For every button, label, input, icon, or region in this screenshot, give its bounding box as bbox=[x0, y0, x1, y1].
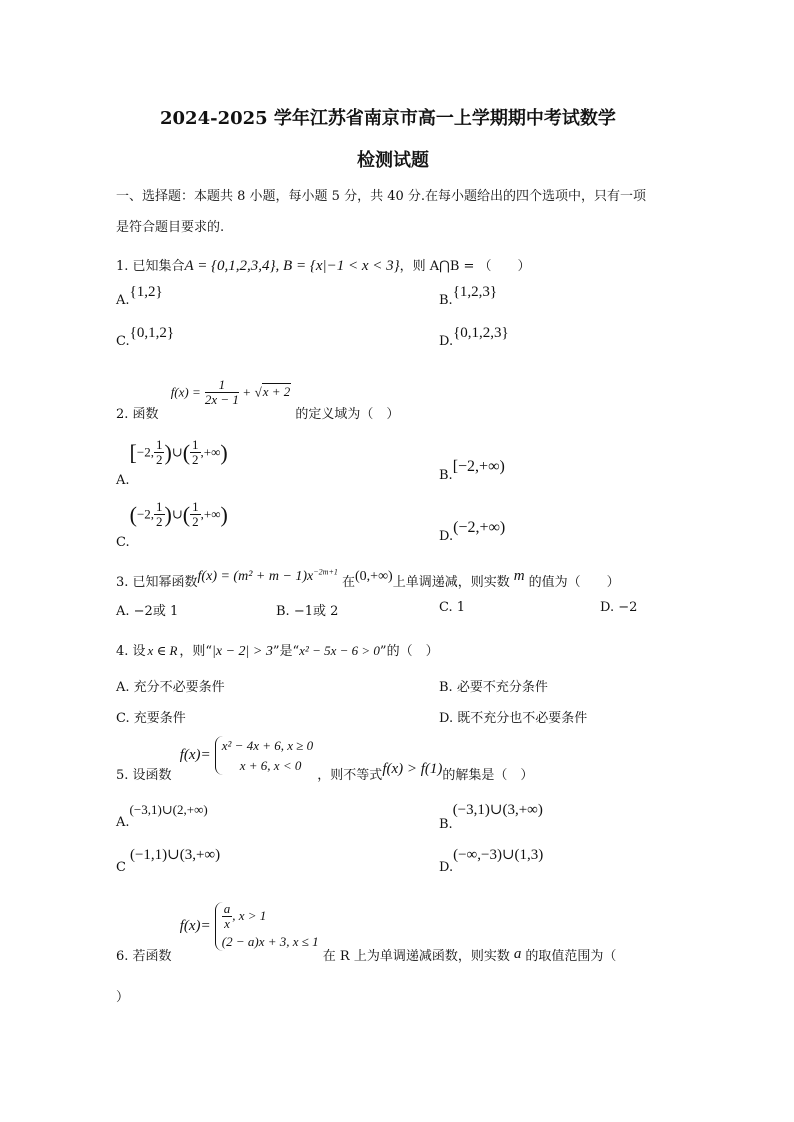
q6-case1-den: x bbox=[224, 916, 230, 932]
q2-option-a-paren-open2: ( bbox=[182, 439, 191, 465]
page-title: 2024-2025 学年江苏省南京市高一上学期期中考试数学 bbox=[160, 108, 616, 129]
q2-option-d-value: (−2,+∞) bbox=[453, 519, 506, 536]
q5-option-a[interactable] bbox=[116, 802, 208, 830]
q2-sqrt: x + 2 bbox=[262, 384, 291, 400]
question-2-function bbox=[171, 378, 292, 408]
section-instructions-line2: 是符合题目要求的. bbox=[116, 220, 225, 235]
q5-option-d[interactable] bbox=[439, 845, 544, 875]
q2-option-c-half2-den: 2 bbox=[192, 514, 199, 530]
q1-option-a-label: A. bbox=[116, 293, 130, 308]
q1-option-a-value: {1,2} bbox=[129, 284, 163, 300]
q2-option-a-neg2: −2, bbox=[136, 444, 154, 460]
q2-option-c-paren-open2: ( bbox=[182, 501, 191, 527]
question-6-number: 6. 若函数 bbox=[116, 949, 172, 965]
q6-cases bbox=[215, 902, 319, 951]
q1-option-d-value: {0,1,2,3} bbox=[453, 325, 509, 341]
question-1-number: 1. 已知集合 bbox=[116, 259, 185, 274]
q2-option-c-union: ∪ bbox=[171, 506, 183, 522]
q1-option-d-label: D. bbox=[439, 334, 454, 349]
q3-option-c[interactable]: C. 1 bbox=[439, 600, 466, 615]
question-4-x-in-r: x ∈ R bbox=[147, 643, 178, 658]
q2-option-a-half-num: 1 bbox=[155, 437, 163, 452]
q4-option-c[interactable]: C. 充要条件 bbox=[116, 711, 186, 726]
q5-option-d-value: (−∞,−3)∪(1,3) bbox=[453, 847, 544, 863]
question-1-expression: A = {0,1,2,3,4}, B = {x|−1 < x < 3} bbox=[184, 258, 400, 274]
q2-option-b[interactable] bbox=[439, 458, 505, 483]
q5-case2: x + 6, x < 0 bbox=[239, 757, 302, 773]
q2-option-b-label: B. bbox=[439, 468, 453, 483]
q2-option-c-half2 bbox=[190, 500, 201, 530]
question-5-inequality: f(x) > f(1) bbox=[382, 761, 443, 777]
q2-option-c-neg2: −2, bbox=[136, 506, 155, 522]
q6-case2: (2 − a)x + 3, x ≤ 1 bbox=[221, 933, 319, 949]
q2-option-c[interactable] bbox=[116, 499, 228, 551]
q2-option-a-half2 bbox=[190, 438, 201, 468]
q2-option-c-pinf: ,+∞ bbox=[200, 506, 221, 522]
q5-option-b[interactable] bbox=[439, 800, 543, 832]
q2-option-a-label: A. bbox=[116, 473, 130, 489]
question-3 bbox=[116, 565, 620, 590]
q2-fraction bbox=[205, 378, 239, 408]
question-2-tail: 的定义域为（ ） bbox=[295, 407, 400, 423]
question-2-number: 2. 函数 bbox=[116, 407, 159, 423]
q2-option-a-half-den: 2 bbox=[155, 452, 163, 468]
question-4-tail: ”的（ ） bbox=[379, 644, 439, 659]
question-6 bbox=[116, 901, 617, 965]
q2-option-c-paren-close: ) bbox=[164, 501, 172, 527]
question-4 bbox=[116, 640, 439, 660]
q2-sqrt-sign: √ bbox=[254, 384, 262, 400]
question-3-mid: 在 bbox=[342, 575, 356, 590]
q6-case1-fraction bbox=[222, 902, 233, 932]
q2-option-a-bracket-open: [ bbox=[129, 439, 137, 465]
q1-option-a[interactable] bbox=[116, 284, 163, 309]
q5-fx: f(x)= bbox=[179, 747, 211, 763]
question-4-number: 4. 设 bbox=[116, 644, 146, 659]
question-6-tail-line2: ） bbox=[116, 990, 130, 1005]
question-5 bbox=[116, 736, 534, 783]
q6-fx: f(x)= bbox=[179, 918, 211, 935]
question-3-m: m bbox=[513, 568, 525, 584]
question-3-expression: f(x) = (m² + m − 1)x bbox=[197, 569, 314, 584]
q1-option-d[interactable] bbox=[439, 325, 509, 350]
q2-option-c-label: C. bbox=[116, 535, 130, 551]
q4-option-d[interactable]: D. 既不充分也不必要条件 bbox=[439, 711, 588, 726]
question-4-cond1: |x − 2| > 3 bbox=[212, 644, 273, 659]
q3-option-b[interactable]: B. −1或 2 bbox=[276, 604, 339, 619]
q6-case1 bbox=[222, 902, 319, 932]
question-5-mid: ，则不等式 bbox=[317, 768, 383, 783]
q4-option-b[interactable]: B. 必要不充分条件 bbox=[439, 680, 548, 695]
q5-option-c[interactable] bbox=[116, 845, 221, 875]
q1-option-c-value: {0,1,2} bbox=[129, 325, 175, 341]
q6-case1-num: a bbox=[223, 901, 231, 916]
q2-option-a-pinf: ,+∞ bbox=[200, 444, 221, 460]
question-1-tail: ，则 A⋂B = （ ） bbox=[399, 259, 531, 274]
q2-fx: f(x) = bbox=[170, 384, 201, 400]
q2-option-a[interactable] bbox=[116, 437, 228, 489]
q2-option-c-half bbox=[154, 500, 165, 530]
q2-option-c-half-den: 2 bbox=[156, 514, 163, 530]
q1-option-b-label: B. bbox=[439, 293, 453, 308]
q5-option-a-label: A. bbox=[116, 815, 130, 830]
q5-case1: x² − 4x + 6, x ≥ 0 bbox=[221, 738, 314, 753]
q2-option-d[interactable] bbox=[439, 519, 506, 544]
question-3-tail2: 的值为（ ） bbox=[528, 575, 620, 590]
q3-option-d[interactable]: D. −2 bbox=[600, 600, 638, 615]
q5-option-d-label: D. bbox=[439, 860, 454, 875]
question-6-a: a bbox=[513, 946, 522, 963]
question-3-interval: (0,+∞) bbox=[355, 569, 393, 584]
q2-option-a-paren-close: ) bbox=[164, 439, 172, 465]
question-4-mid2: ”是“ bbox=[272, 644, 300, 659]
question-5-tail: 的解集是（ ） bbox=[442, 768, 534, 783]
q4-option-a[interactable]: A. 充分不必要条件 bbox=[116, 680, 225, 695]
q2-option-a-paren-close2: ) bbox=[220, 439, 228, 465]
q2-plus: + bbox=[243, 384, 251, 400]
q5-cases bbox=[215, 736, 313, 775]
q5-option-c-value: (−1,1)∪(3,+∞) bbox=[129, 847, 221, 863]
q1-option-b-value: {1,2,3} bbox=[452, 284, 498, 300]
q1-option-b[interactable] bbox=[439, 284, 498, 309]
q2-option-a-half2-num: 1 bbox=[192, 437, 199, 452]
q2-option-c-half2-num: 1 bbox=[192, 499, 199, 514]
q2-option-c-half-num: 1 bbox=[156, 499, 163, 514]
question-3-tail1: 上单调递减，则实数 bbox=[392, 575, 510, 590]
q5-option-a-value: (−3,1)∪(2,+∞) bbox=[129, 802, 208, 817]
question-3-exponent: −2m+1 bbox=[313, 567, 338, 577]
question-5-number: 5. 设函数 bbox=[116, 768, 172, 783]
question-6-tail: 的取值范围为（ bbox=[525, 949, 617, 965]
page-subtitle: 检测试题 bbox=[357, 150, 429, 171]
q2-fraction-numerator: 1 bbox=[205, 378, 239, 393]
q2-option-a-union: ∪ bbox=[171, 444, 183, 460]
question-4-cond2: x² − 5x − 6 > 0 bbox=[299, 643, 380, 658]
q1-option-c-label: C. bbox=[116, 334, 130, 349]
q2-option-b-value: [−2,+∞) bbox=[452, 458, 505, 475]
q2-option-a-half bbox=[154, 438, 165, 468]
q5-option-b-value: (−3,1)∪(3,+∞) bbox=[452, 802, 543, 818]
question-3-number: 3. 已知幂函数 bbox=[116, 575, 198, 590]
question-2 bbox=[116, 377, 400, 423]
question-6-mid: 在 R 上为单调递减函数，则实数 bbox=[322, 949, 510, 965]
question-1 bbox=[116, 255, 531, 275]
q5-option-b-label: B. bbox=[439, 817, 453, 832]
q2-option-c-paren-close2: ) bbox=[220, 501, 228, 527]
q5-option-c-label: C bbox=[116, 860, 126, 875]
question-4-mid1: ，则“ bbox=[179, 644, 213, 659]
q2-option-d-label: D. bbox=[439, 529, 454, 544]
q1-option-c[interactable] bbox=[116, 325, 175, 350]
q2-fraction-denominator: 2x − 1 bbox=[204, 392, 239, 408]
q6-case1-cond: , x > 1 bbox=[232, 907, 267, 923]
section-instructions-line1: 一、选择题：本题共 8 小题，每小题 5 分，共 40 分.在每小题给出的四个选项中，只有一项 bbox=[116, 189, 647, 204]
q3-option-a[interactable]: A. −2或 1 bbox=[116, 604, 179, 619]
q2-option-a-half2-den: 2 bbox=[192, 452, 199, 468]
q2-option-c-paren-open: ( bbox=[129, 501, 137, 527]
